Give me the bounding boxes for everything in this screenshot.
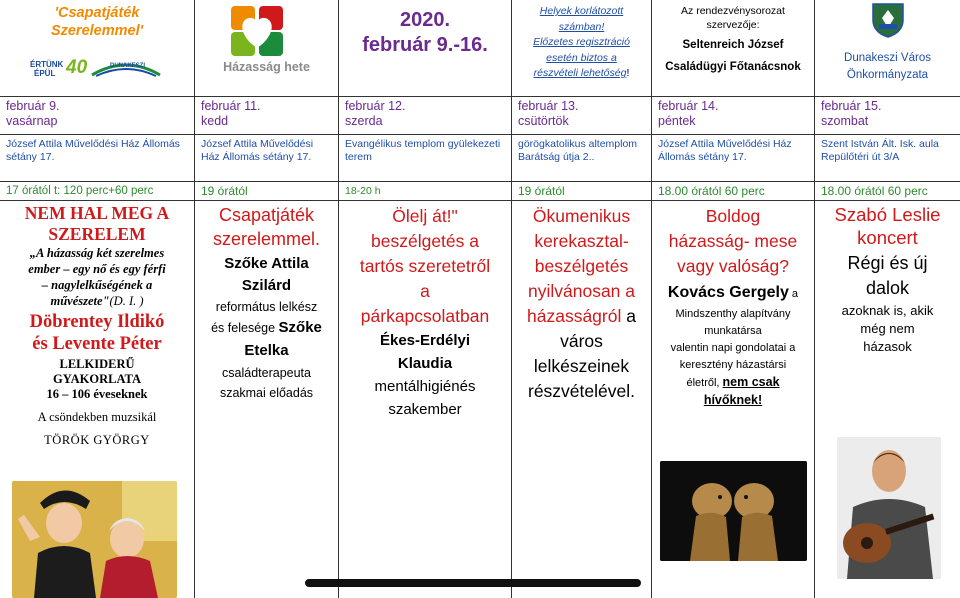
organizer-title: Családügyi Főtanácsnok — [665, 61, 801, 73]
event-title-line5: házasságról — [527, 306, 622, 326]
day-time: 19 órától — [518, 184, 565, 198]
event-series-title-line1: 'Csapatjáték — [54, 5, 140, 21]
day-date-cell — [339, 97, 511, 134]
event-title-line2: koncert — [857, 227, 918, 248]
event-body-line3: házasok — [863, 339, 912, 354]
header-cell-registration — [512, 0, 651, 96]
event-role-line1: református lelkész — [215, 300, 318, 314]
header-cell-date — [339, 0, 511, 96]
event-musician: TÖRÖK GYÖRGY — [44, 433, 150, 447]
event-body-line5: életről, — [686, 377, 723, 389]
event-speaker2-firstname: Etelka — [244, 342, 289, 359]
day-weekday: vasárnap — [6, 114, 58, 128]
day-date-cell — [652, 97, 814, 134]
day-time: 19 órától — [201, 184, 248, 198]
event-year: 2020. — [399, 9, 451, 31]
event-role-line2: szakember — [388, 401, 462, 418]
day-weekday: kedd — [201, 114, 229, 128]
organizer-label-line1: Az rendezvénysorozat — [681, 5, 785, 17]
event-speaker-tail: a — [788, 288, 799, 300]
event-cell-feb9 — [0, 201, 194, 598]
day-venue: József Attila Művelődési Ház Állomás sétány 17. — [658, 138, 792, 163]
event-quote-line3: – nagylelkűségének a — [41, 278, 153, 292]
logo-number: 40 — [66, 57, 88, 78]
event-title-line1: Ölelj át!" — [392, 206, 458, 226]
day-weekday: csütörtök — [518, 114, 569, 128]
event-quote-line1: „A házasság két szerelmes — [29, 246, 165, 260]
event-title-line5: párkapcsolatban — [360, 306, 490, 326]
organizer-label-line2: szervezője: — [706, 19, 760, 31]
event-title-line3: tartós szeretetről — [359, 256, 491, 276]
event-title-line1: Ökumenikus — [532, 206, 631, 226]
event-quote-line4: művészete" — [50, 294, 110, 308]
event-role2-line2: szakmai előadás — [219, 386, 314, 400]
event-speaker: Kovács Gergely — [667, 284, 789, 301]
couple-photo-icon — [12, 481, 177, 598]
event-quote-line2: ember – egy nő és egy férfi — [28, 262, 166, 276]
event-role-line2: és felesége — [211, 321, 279, 335]
day-time: 18.00 órától 60 perc — [658, 184, 765, 198]
event-speaker-line2: és Levente Péter — [32, 334, 162, 354]
event-cell-feb12 — [339, 201, 511, 598]
event-title-line1: Boldog — [705, 206, 761, 226]
puppets-kissing-icon — [660, 461, 807, 561]
event-body-line3: valentin napi gondolatai a — [670, 342, 796, 354]
header-cell-municipality — [815, 0, 960, 96]
horizontal-scrollbar[interactable] — [305, 579, 641, 587]
event-body-line4: keresztény házastársi — [679, 359, 787, 371]
registration-note-exclaim: ! — [626, 67, 630, 79]
event-title-line2: kerekasztal- — [534, 231, 629, 251]
municipality-name-line2: Önkormányzata — [846, 69, 929, 81]
event-title-line1: Szabó Leslie — [834, 204, 941, 225]
event-speaker-line1: Szőke Attila — [224, 255, 309, 272]
day-date: február 9. — [6, 99, 60, 113]
day-date: február 11. — [201, 99, 261, 113]
speakers-photo — [12, 481, 177, 598]
registration-note-line4: esetén biztos a — [546, 51, 617, 64]
day-venue: görögkatolikus altemplom Barátság útja 2.. — [518, 138, 638, 163]
event-body-line1: város — [560, 331, 603, 351]
day-time: 18-20 h — [345, 185, 381, 197]
event-subtitle-line2: GYAKORLATA — [53, 372, 141, 386]
day-date: február 12. — [345, 99, 406, 113]
event-subtitle-line2: dalok — [865, 278, 910, 298]
event-body-line1: Mindszenthy alapítvány — [675, 308, 791, 320]
event-title-line2: SZERELEM — [48, 224, 146, 244]
event-cell-feb15 — [815, 201, 960, 598]
event-title-line1: Csapatjáték — [218, 205, 315, 225]
logo-text-line1: ÉRTÜNK — [30, 60, 64, 69]
day-venue: József Attila Művelődési Ház Állomás sétány 17. — [201, 138, 314, 163]
event-title-line1: NEM HAL MEG A — [24, 203, 170, 223]
registration-note-line2: számban! — [558, 20, 605, 33]
event-body-line1: azoknak is, akik — [841, 303, 934, 318]
day-date: február 13. — [518, 99, 579, 113]
event-body-line3: részvételével. — [528, 381, 635, 401]
day-weekday: szerda — [345, 114, 383, 128]
registration-note-line3: Előzetes regisztráció — [533, 36, 630, 48]
day-date: február 14. — [658, 99, 719, 113]
day-time: 18.00 órától 60 perc — [821, 184, 928, 198]
day-date-cell — [0, 97, 194, 134]
ertunk-epul-logo — [30, 58, 170, 84]
event-title-line3: vagy valóság? — [677, 256, 789, 276]
guitarist-photo-icon — [837, 437, 941, 579]
event-title-line3: beszélgetés — [534, 256, 629, 276]
event-cell-feb11 — [195, 201, 338, 598]
event-subtitle-line1: Régi és új — [847, 253, 928, 273]
badge-label: DUNAKESZI — [110, 63, 146, 69]
event-body-line2: munkatársa — [704, 325, 762, 337]
event-speaker-line1: Döbrentey Ildikó — [29, 312, 165, 332]
day-date-cell — [195, 97, 338, 134]
header-cell-title — [0, 0, 194, 96]
registration-note-line1: Helyek korlátozott — [539, 5, 624, 17]
event-title-line5-tail: a — [621, 306, 636, 326]
event-role2-line1: családterapeuta — [222, 366, 311, 380]
event-speaker-line2: Klaudia — [397, 355, 453, 372]
organizer-name: Seltenreich József — [682, 39, 784, 51]
marriage-week-caption: Házasság hete — [223, 60, 310, 74]
header-cell-organizer — [652, 0, 814, 96]
event-speaker2-surname: Szőke — [278, 319, 322, 336]
coat-of-arms-icon — [871, 2, 905, 38]
event-body-line2: még nem — [860, 321, 915, 336]
dunakeszi-badge — [90, 61, 162, 78]
event-speaker-line1: Ékes-Erdélyi — [379, 332, 471, 349]
event-subtitle-line3: 16 – 106 éveseknek — [46, 387, 148, 401]
registration-note-line5: részvételi lehetőség — [533, 67, 627, 79]
event-title-line2: házasság- mese — [668, 231, 798, 251]
puppet-photo — [660, 461, 807, 561]
day-date-cell — [512, 97, 651, 134]
day-weekday: péntek — [658, 114, 696, 128]
event-title-line2: beszélgetés a — [371, 231, 479, 251]
event-subtitle-line1: LELKIDERŰ — [59, 357, 135, 371]
singer-photo — [837, 437, 941, 579]
day-venue: József Attila Művelődési Ház Állomás sétány 17. — [6, 138, 180, 163]
day-date: február 15. — [821, 99, 882, 113]
event-body-line5-emphasis: nem csak — [722, 375, 780, 389]
event-speaker-line2: Szilárd — [241, 277, 292, 294]
day-weekday: szombat — [821, 114, 869, 128]
event-title-line4: a — [420, 281, 430, 301]
header-cell-logo — [195, 0, 338, 96]
event-series-title-line2: Szerelemmel' — [50, 23, 144, 39]
marriage-week-heart-logo-icon — [229, 4, 285, 58]
event-body-line6: hívőknek! — [703, 393, 763, 407]
event-cell-feb13 — [512, 201, 651, 598]
event-body-line2: lelkészeinek — [533, 356, 630, 376]
logo-text-line2: ÉPÜL — [34, 69, 56, 78]
day-date-cell — [815, 97, 960, 134]
event-quote-ref: (D. I. ) — [109, 294, 144, 308]
municipality-name-line1: Dunakeszi Város — [844, 52, 931, 64]
event-cell-feb14 — [652, 201, 814, 598]
day-venue: Evangélikus templom gyülekezeti terem — [345, 138, 501, 163]
event-role-line1: mentálhigiénés — [374, 378, 476, 395]
event-title-line4: nyilvánosan a — [527, 281, 636, 301]
event-date-range: február 9.-16. — [362, 34, 488, 56]
day-venue: Szent István Ált. Isk. aula Repülőtéri út 3/A — [821, 138, 939, 163]
day-time: 17 órától t: 120 perc+60 perc — [6, 185, 154, 197]
event-title-line2: szerelemmel. — [212, 229, 321, 249]
event-music-note: A csöndekben muzsikál — [37, 410, 157, 424]
